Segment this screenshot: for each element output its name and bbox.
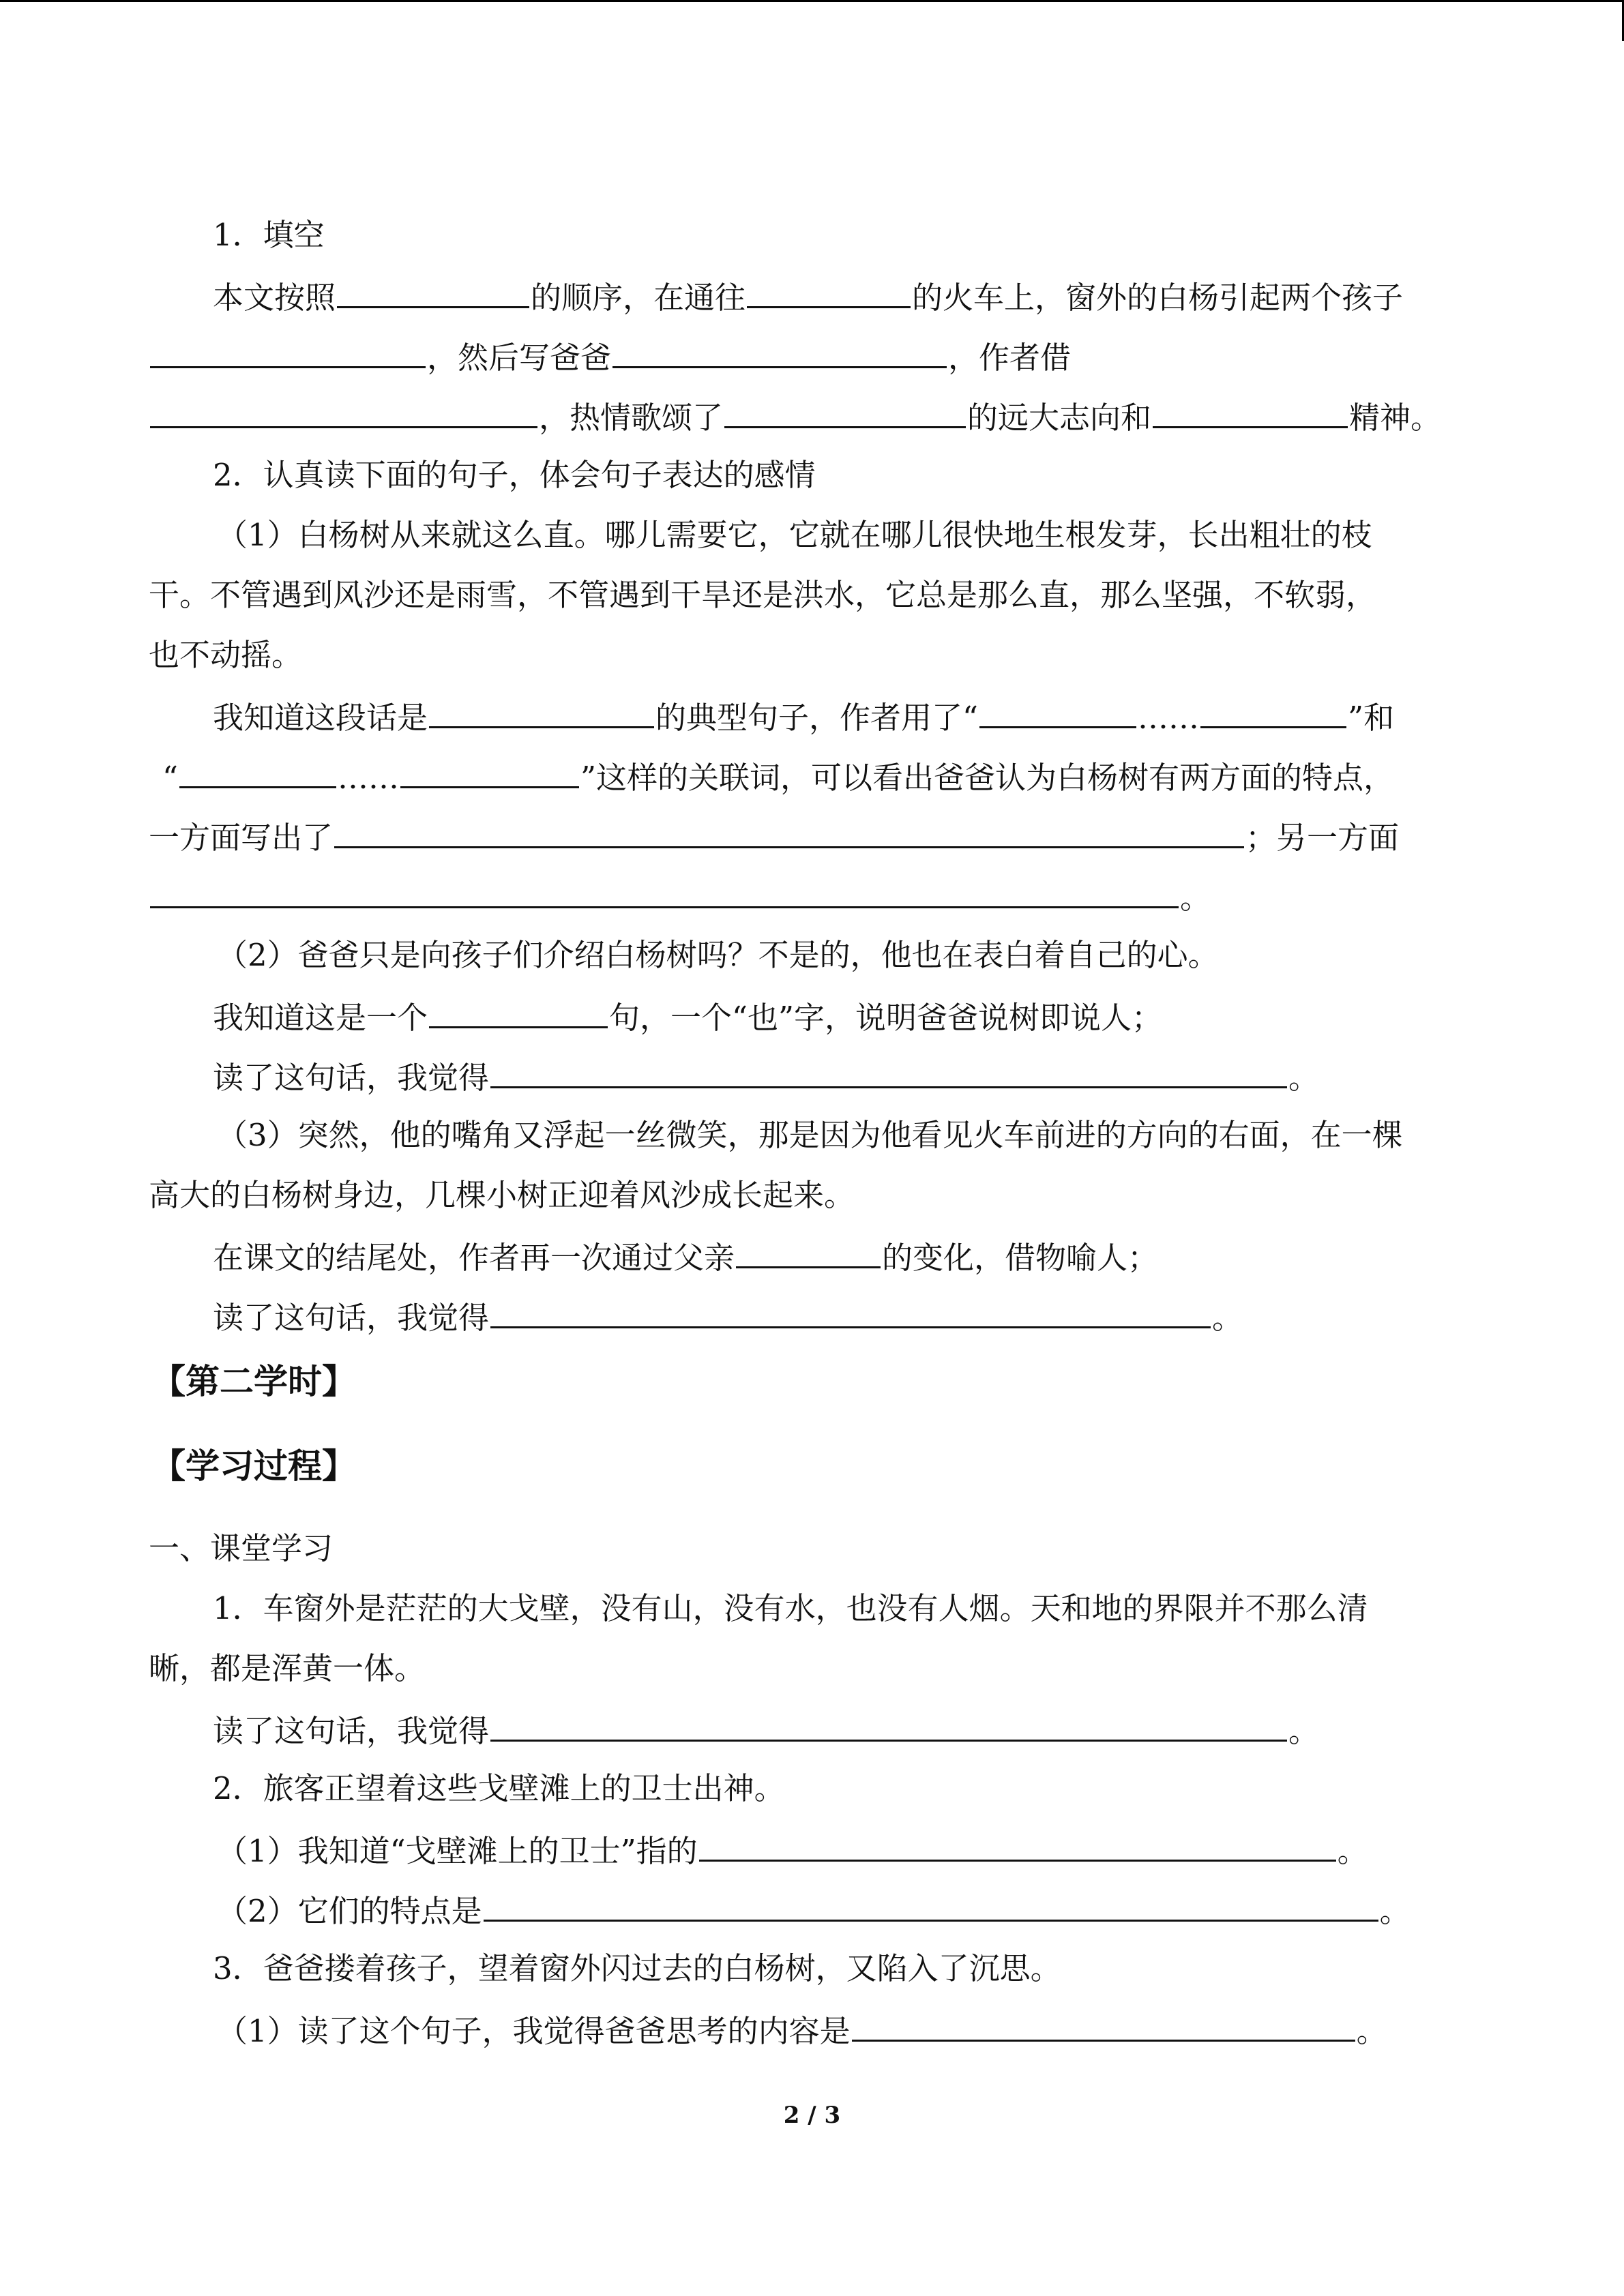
fill-blank[interactable] [337, 275, 529, 308]
q2-1-text-line-3: 也不动摇。 [149, 637, 303, 673]
fill-blank[interactable] [699, 1828, 1336, 1862]
fill-blank[interactable] [334, 815, 1244, 848]
q2-3-text-line-1: （3）突然，他的嘴角又浮起一丝微笑，那是因为他看见火车前进的方向的右面，在一棵 [217, 1117, 1403, 1153]
q1-title: 1．填空 [213, 217, 325, 253]
s2-q2-text: 2．旅客正望着这些戈壁滩上的卫士出神。 [213, 1770, 785, 1806]
part-title-classroom-study: 一、课堂学习 [149, 1530, 334, 1566]
q2-title: 2．认真读下面的句子，体会句子表达的感情 [213, 457, 816, 493]
fill-blank[interactable] [429, 995, 608, 1028]
s2-q3-text: 3．爸爸搂着孩子，望着窗外闪过去的白杨树，又陷入了沉思。 [213, 1950, 1061, 1986]
fill-blank[interactable] [179, 755, 336, 788]
fill-blank[interactable] [490, 1708, 1287, 1742]
fill-blank[interactable] [736, 1235, 881, 1268]
q2-1-fill-line-4: 。 [149, 875, 1211, 916]
fill-blank[interactable] [1153, 395, 1348, 428]
q2-1-text-line-2: 干。不管遇到风沙还是雨雪，不管遇到干旱还是洪水，它总是那么直，那么坚强，不软弱， [149, 577, 1377, 613]
s2-q2-1-line: （1）我知道“戈壁滩上的卫士”指的 。 [217, 1828, 1368, 1869]
q2-3-read-line: 读了这句话，我觉得 。 [213, 1295, 1243, 1336]
q1-line-1: 本文按照 的顺序，在通往 的火车上，窗外的白杨引起两个孩子 [213, 275, 1403, 316]
fill-blank[interactable] [484, 1888, 1378, 1922]
q2-3-fill-line: 在课文的结尾处，作者再一次通过父亲 的变化，借物喻人； [213, 1235, 1158, 1276]
fill-blank[interactable] [150, 875, 1179, 908]
q2-3-text-line-2: 高大的白杨树身边，几棵小树正迎着风沙成长起来。 [149, 1177, 855, 1213]
fill-blank[interactable] [150, 395, 537, 428]
q2-1-fill-line-1: 我知道这段话是 的典型句子，作者用了“ …… ”和 [213, 695, 1394, 736]
s2-q1-text-line-2: 晰，都是浑黄一体。 [149, 1650, 426, 1686]
fill-blank[interactable] [1200, 695, 1346, 728]
q1-line-3: ，热情歌颂了 的远大志向和 精神。 [149, 395, 1441, 436]
q2-1-fill-line-2: “ …… ”这样的关联词，可以看出爸爸认为白杨树有两方面的特点， [162, 755, 1394, 796]
fill-blank[interactable] [979, 695, 1136, 728]
fill-blank[interactable] [490, 1055, 1287, 1088]
heading-learning-process: 【学习过程】 [151, 1446, 356, 1486]
q1-line-2: ，然后写爸爸 ，作者借 [149, 335, 1071, 376]
fill-blank[interactable] [747, 275, 911, 308]
q2-2-text: （2）爸爸只是向孩子们介绍白杨树吗？不是的，他也在表白着自己的心。 [217, 937, 1219, 973]
q2-2-fill-line: 我知道这是一个 句，一个“也”字，说明爸爸说树即说人； [213, 995, 1162, 1036]
fill-blank[interactable] [724, 395, 966, 428]
fill-blank[interactable] [400, 755, 579, 788]
s2-q1-read-line: 读了这句话，我觉得 。 [213, 1708, 1319, 1749]
fill-blank[interactable] [490, 1295, 1211, 1328]
fill-blank[interactable] [852, 2008, 1355, 2042]
q2-1-text-line-1: （1）白杨树从来就这么直。哪儿需要它，它就在哪儿很快地生根发芽，长出粗壮的枝 [217, 517, 1372, 553]
s2-q1-text-line-1: 1．车窗外是茫茫的大戈壁，没有山，没有水，也没有人烟。天和地的界限并不那么清 [213, 1590, 1368, 1626]
s2-q2-2-line: （2）它们的特点是 。 [217, 1888, 1411, 1929]
q2-2-read-line: 读了这句话，我觉得 。 [213, 1055, 1319, 1096]
page-number: 2 / 3 [783, 2102, 841, 2129]
heading-second-period: 【第二学时】 [151, 1361, 356, 1401]
s2-q3-1-line: （1）读了这个句子，我觉得爸爸思考的内容是 。 [217, 2008, 1387, 2049]
q2-1-fill-line-3: 一方面写出了 ；另一方面 [149, 815, 1399, 856]
fill-blank[interactable] [429, 695, 654, 728]
fill-blank[interactable] [612, 335, 947, 368]
fill-blank[interactable] [150, 335, 426, 368]
